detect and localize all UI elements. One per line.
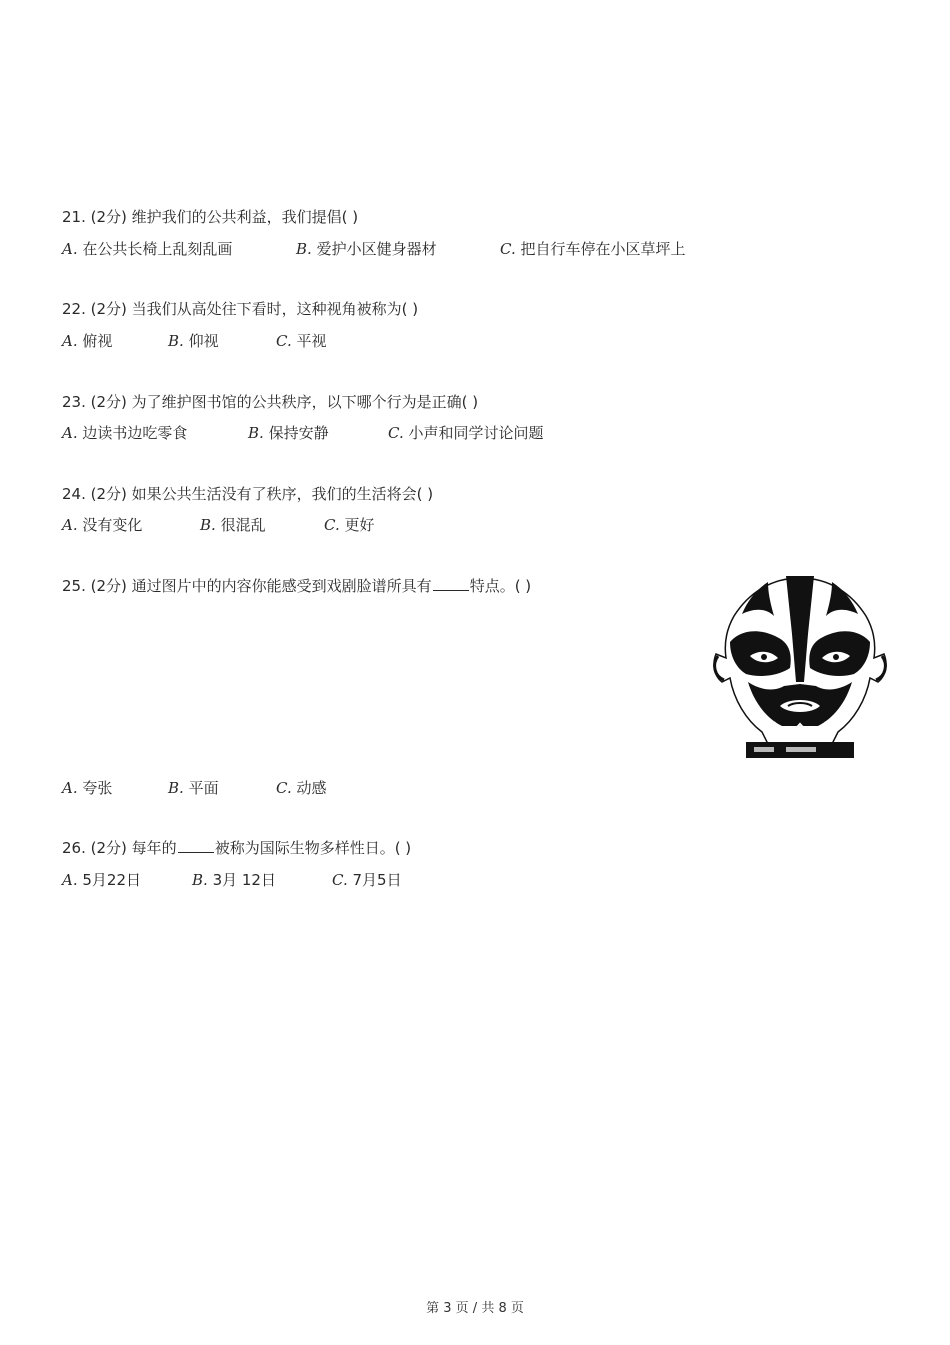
question-24 bbox=[62, 484, 433, 504]
option-c: C. 更好 bbox=[324, 516, 375, 534]
question-23 bbox=[62, 392, 478, 412]
question-text: 维护我们的公共利益，我们提倡( ) bbox=[131, 208, 359, 226]
option-b: B. 很混乱 bbox=[200, 516, 266, 534]
option-c: C. 平视 bbox=[276, 332, 327, 350]
question-text-after: 被称为国际生物多样性日。( ) bbox=[214, 839, 412, 857]
option-c: C. 小声和同学讨论问题 bbox=[388, 424, 544, 442]
question-text: 当我们从高处往下看时，这种视角被称为( ) bbox=[131, 300, 419, 318]
option-c: C. 把自行车停在小区草坪上 bbox=[500, 240, 686, 258]
question-score: (2分) bbox=[90, 393, 127, 411]
option-a: A. 没有变化 bbox=[62, 516, 143, 534]
question-score: (2分) bbox=[90, 839, 127, 857]
question-text-before: 每年的 bbox=[131, 839, 177, 857]
question-text: 为了维护图书馆的公共秩序，以下哪个行为是正确( ) bbox=[131, 393, 479, 411]
option-a: A. 在公共长椅上乱刻乱画 bbox=[62, 240, 233, 258]
answer-blank bbox=[178, 838, 214, 853]
opera-mask-image bbox=[708, 572, 892, 770]
answer-blank bbox=[433, 576, 469, 591]
question-21 bbox=[62, 207, 358, 227]
question-score: (2分) bbox=[90, 577, 127, 595]
option-b: B. 平面 bbox=[168, 779, 219, 797]
question-score: (2分) bbox=[90, 300, 127, 318]
question-score: (2分) bbox=[90, 208, 127, 226]
page-footer bbox=[0, 1297, 950, 1316]
question-text-after: 特点。( ) bbox=[469, 577, 532, 595]
option-a: A. 5月22日 bbox=[62, 871, 142, 889]
option-a: A. 俯视 bbox=[62, 332, 113, 350]
question-26 bbox=[62, 838, 411, 858]
question-text-before: 通过图片中的内容你能感受到戏剧脸谱所具有 bbox=[131, 577, 432, 595]
question-number: 24. bbox=[62, 485, 86, 503]
option-c: C. 动感 bbox=[276, 779, 327, 797]
question-number: 26. bbox=[62, 839, 86, 857]
question-text: 如果公共生活没有了秩序，我们的生活将会( ) bbox=[131, 485, 434, 503]
option-a: A. 边读书边吃零食 bbox=[62, 424, 188, 442]
question-score: (2分) bbox=[90, 485, 127, 503]
question-number: 25. bbox=[62, 577, 86, 595]
option-b: B. 保持安静 bbox=[248, 424, 329, 442]
option-c: C. 7月5日 bbox=[332, 871, 402, 889]
question-number: 23. bbox=[62, 393, 86, 411]
question-number: 22. bbox=[62, 300, 86, 318]
question-number: 21. bbox=[62, 208, 86, 226]
option-a: A. 夸张 bbox=[62, 779, 113, 797]
option-b: B. 爱护小区健身器材 bbox=[296, 240, 437, 258]
page-number: 第 3 页 / 共 8 页 bbox=[426, 1301, 524, 1316]
question-25 bbox=[62, 576, 531, 596]
option-b: B. 3月 12日 bbox=[192, 871, 276, 889]
option-b: B. 仰视 bbox=[168, 332, 219, 350]
question-22 bbox=[62, 299, 418, 319]
